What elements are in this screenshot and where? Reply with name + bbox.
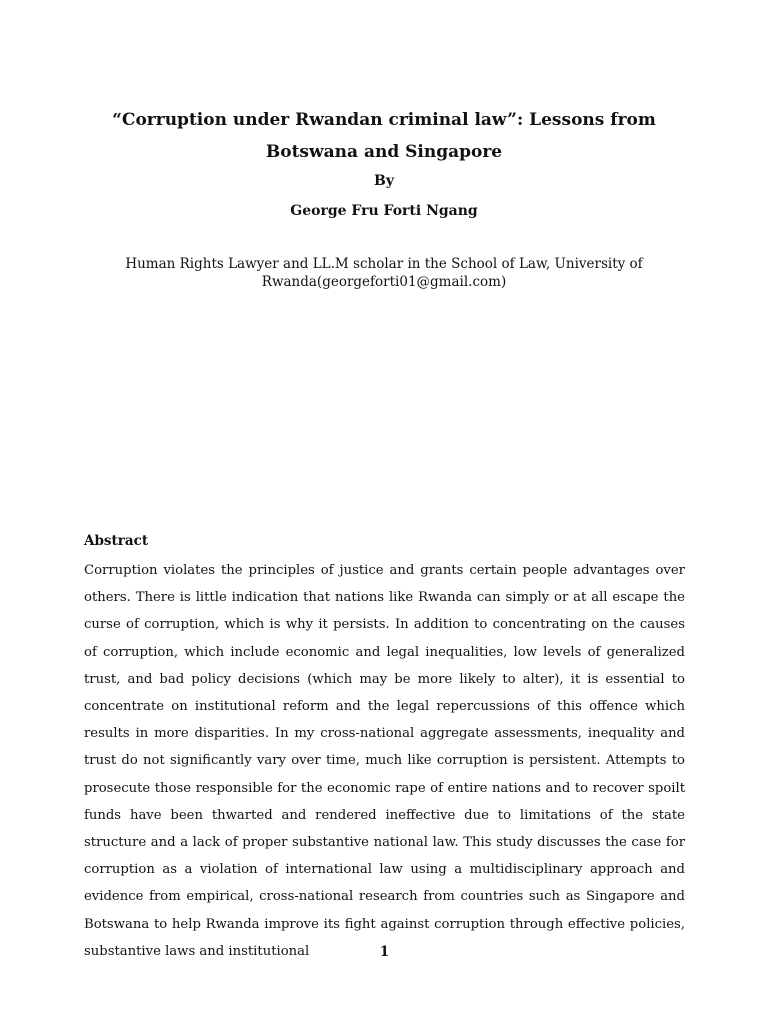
paper-title: “Corruption under Rwandan criminal law”: Lessons from Botswana and Singapore [112, 110, 656, 162]
byline-label: By [374, 173, 394, 189]
author-affiliation: Human Rights Lawyer and LL.M scholar in the School of Law, University of Rwanda(georgeforti01@gmail.com) [125, 256, 643, 290]
abstract-text: Corruption violates the principles of justice and grants certain people advantages over others. There is little indication that nations like Rwanda can simply or at all escape the curse of corruption, which is why it persists. In addition to concentrating on the causes of corruption, which include economic and legal inequalities, low levels of generalized trust, and bad policy decisions (which may be more likely to alter), it is essential to concentrate on institutional reform and the legal repercussions of this offence which results in more disparities. In my cross-national aggregate assessments, inequality and trust do not significantly vary over time, much like corruption is persistent. Attempts to prosecute those responsible for the economic rape of entire nations and to recover spoilt funds have been thwarted and rendered ineffective due to limitations of the state structure and a lack of proper substantive national law. This study discusses the case for corruption as a violation of international law using a multidisciplinary approach and evidence from empirical, cross-national research from countries such as Singapore and Botswana to help Rwanda improve its fight against corruption through effective policies, substantive laws and institutional [84, 563, 685, 959]
page-number: 1 [379, 944, 390, 960]
author-name: George Fru Forti Ngang [290, 203, 478, 219]
abstract-heading: Abstract [84, 533, 149, 549]
